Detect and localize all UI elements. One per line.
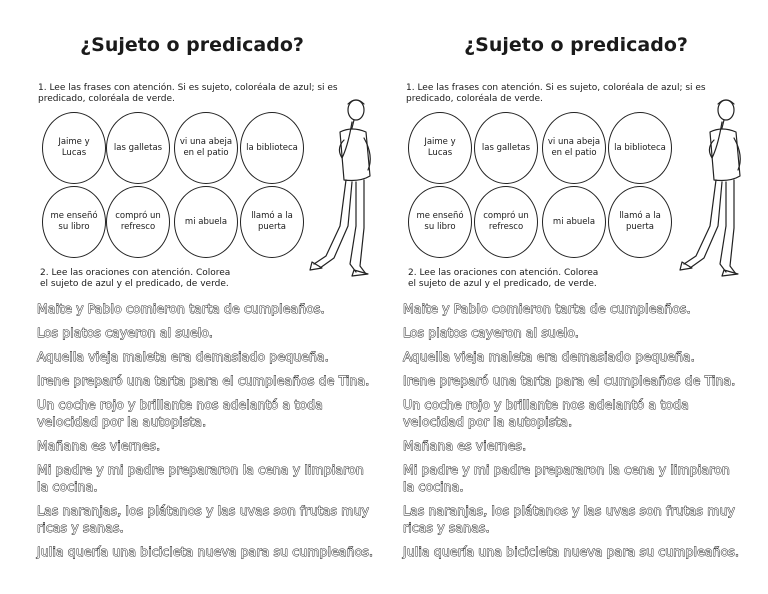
thinking-boy-illustration [670,96,750,280]
sentence[interactable]: Maite y Pablo comieron tarta de cumpleaños. [37,301,325,316]
sentence[interactable]: Un coche rojo y brillante nos adelantó a toda velocidad por la autopista. [403,397,689,429]
phrase-circle[interactable]: llamó a la puerta [240,186,304,258]
sentence[interactable]: Maite y Pablo comieron tarta de cumpleaños. [403,301,691,316]
instruction-2: 2. Lee las oraciones con atención. Colorea el sujeto de azul y el predicado, de verde. [40,268,231,289]
instruction-1: 1. Lee las frases con atención. Si es sujeto, coloréala de azul; si es predicado, coloréala de verde. [406,83,706,104]
phrase-circle[interactable]: Jaime y Lucas [42,112,106,184]
phrase-circle[interactable]: compró un refresco [474,186,538,258]
sentence[interactable]: Aquella vieja maleta era demasiado pequeña. [37,349,329,364]
phrase-circle[interactable]: mi abuela [174,186,238,258]
page-title: ¿Sujeto o predicado? [80,34,304,56]
sentence-list [37,300,377,567]
sentence[interactable]: Las naranjas, los plátanos y las uvas son frutas muy ricas y sanas. [403,503,736,535]
phrase-circle[interactable]: las galletas [474,112,538,184]
worksheet-page-right [384,0,768,594]
phrase-circle[interactable]: llamó a la puerta [608,186,672,258]
instruction-2: 2. Lee las oraciones con atención. Colorea el sujeto de azul y el predicado, de verde. [408,268,599,289]
phrase-circle[interactable]: mi abuela [542,186,606,258]
phrase-circle[interactable]: vi una abeja en el patio [542,112,606,184]
thinking-boy-illustration [300,96,380,280]
phrase-circle[interactable]: me enseñó su libro [42,186,106,258]
phrase-circle[interactable]: las galletas [106,112,170,184]
sentence[interactable]: Mi padre y mi padre prepararon la cena y limpiaron la cocina. [403,462,730,494]
sentence[interactable]: Irene preparó una tarta para el cumpleaños de Tina. [37,373,370,388]
sentence[interactable]: Mañana es viernes. [37,438,161,453]
page-title: ¿Sujeto o predicado? [464,34,688,56]
sentence[interactable]: Irene preparó una tarta para el cumpleaños de Tina. [403,373,736,388]
sentence[interactable]: Julia quería una bicicleta nueva para su cumpleaños. [37,544,374,559]
sentence[interactable]: Los platos cayeron al suelo. [403,325,579,340]
sentence-list [403,300,743,567]
phrase-circle[interactable]: me enseñó su libro [408,186,472,258]
phrase-circle[interactable]: vi una abeja en el patio [174,112,238,184]
phrase-circle[interactable]: la biblioteca [608,112,672,184]
sentence[interactable]: Aquella vieja maleta era demasiado pequeña. [403,349,695,364]
phrase-circle[interactable]: la biblioteca [240,112,304,184]
sentence[interactable]: Un coche rojo y brillante nos adelantó a toda velocidad por la autopista. [37,397,323,429]
sentence[interactable]: Mañana es viernes. [403,438,527,453]
sentence[interactable]: Mi padre y mi padre prepararon la cena y limpiaron la cocina. [37,462,364,494]
sentence[interactable]: Las naranjas, los plátanos y las uvas son frutas muy ricas y sanas. [37,503,370,535]
phrase-circle[interactable]: compró un refresco [106,186,170,258]
phrase-circle[interactable]: Jaime y Lucas [408,112,472,184]
instruction-1: 1. Lee las frases con atención. Si es sujeto, coloréala de azul; si es predicado, coloréala de verde. [38,83,338,104]
sentence[interactable]: Los platos cayeron al suelo. [37,325,213,340]
sentence[interactable]: Julia quería una bicicleta nueva para su cumpleaños. [403,544,740,559]
